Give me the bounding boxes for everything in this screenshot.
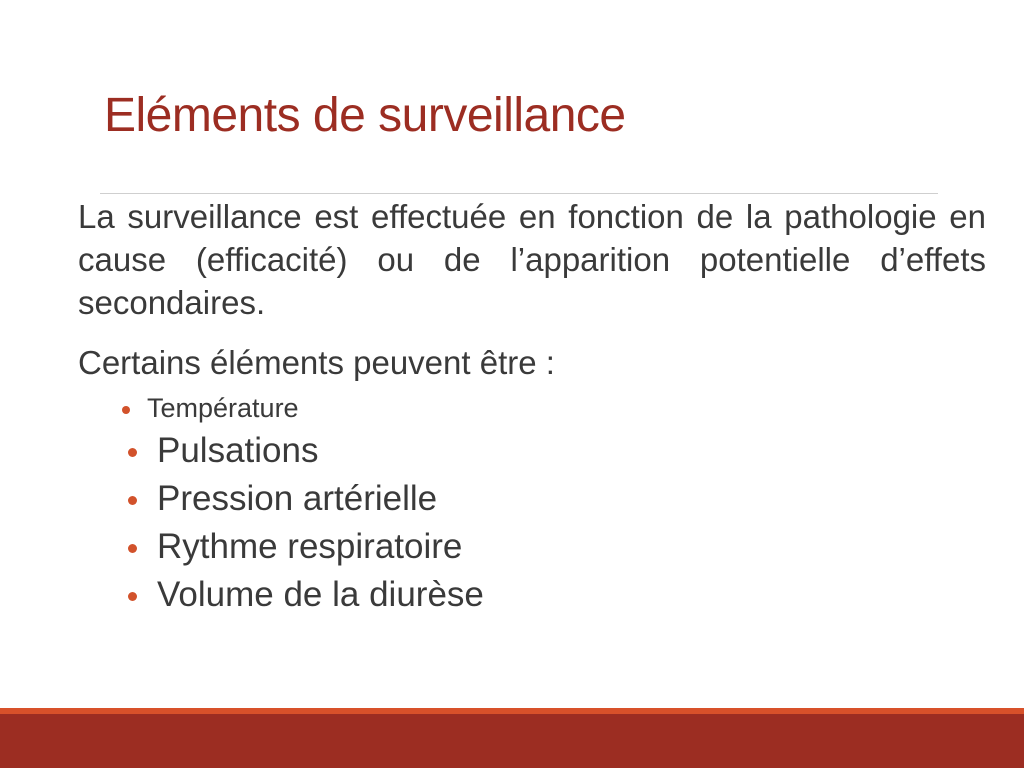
footer-band [0, 714, 1024, 768]
list-item-label: Pulsations [157, 431, 319, 470]
bullet-icon [128, 592, 137, 601]
list-item [128, 430, 318, 472]
bullet-icon [128, 496, 137, 505]
list-item [128, 478, 437, 520]
bullet-icon [128, 448, 137, 457]
intro-paragraph: La surveillance est effectuée en fonction de la pathologie en cause (efficacité) ou de l’apparition potentielle d’effets secondaires. [78, 198, 986, 321]
slide-title: Eléments de surveillance [104, 89, 626, 142]
list-item [128, 574, 484, 616]
list-item [128, 526, 462, 568]
list-item-label: Rythme respiratoire [157, 527, 463, 566]
title-divider [100, 193, 938, 194]
list-lead: Certains éléments peuvent être : [78, 344, 555, 381]
list-item-label: Pression artérielle [157, 479, 438, 518]
list-item-label: Volume de la diurèse [157, 575, 484, 614]
bullet-icon [122, 406, 130, 414]
list-item [122, 392, 299, 424]
list-item-label: Température [147, 393, 299, 423]
bullet-icon [128, 544, 137, 553]
